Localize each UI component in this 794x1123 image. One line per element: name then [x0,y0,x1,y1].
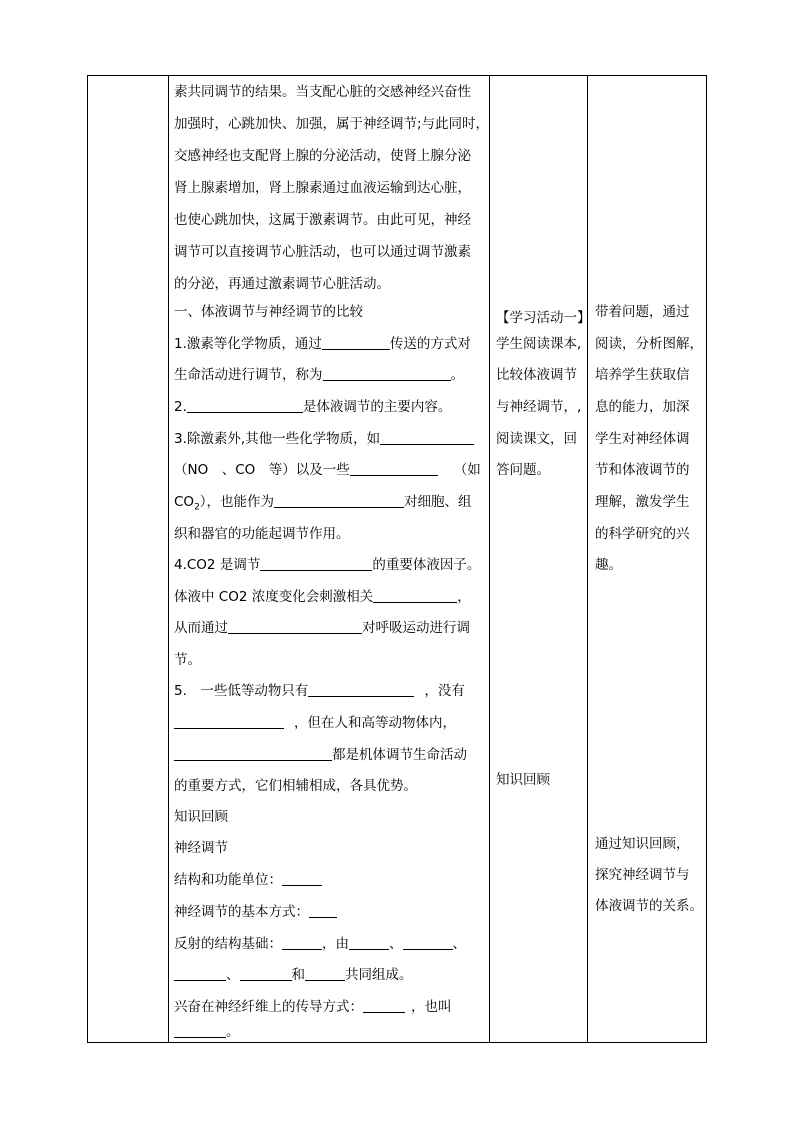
blank[interactable] [380,430,474,445]
blank[interactable] [323,366,451,381]
purpose-review-line: 体液调节的关系。 [595,898,703,914]
blank[interactable] [305,966,345,981]
purpose-line: 带着问题，通过 [595,304,690,320]
question-5: 5. 一些低等动物只有 ，没有 [174,683,465,699]
purpose-line: 节和体液调节的 [595,462,690,478]
question-4: 节。 [174,652,201,668]
purpose-review-line: 通过知识回顾， [595,836,690,852]
purpose-line: 息的能力，加深 [595,399,690,415]
intro-line: 肾上腺素增加，肾上腺素通过血液运输到达心脏， [174,180,471,196]
activity-line: 学生阅读课本, [496,336,582,352]
review-title: 知识回顾 [174,809,228,825]
question-4: 从而通过 对呼吸运动进行调 [174,620,470,636]
intro-line: 的分泌，再通过激素调节心脏活动。 [174,276,390,292]
question-5: ，但在人和高等动物体内， [174,713,456,733]
blank[interactable] [282,935,322,950]
blank[interactable] [187,398,303,413]
section-title: 一、体液调节与神经调节的比较 [174,304,363,320]
blank[interactable] [349,935,389,950]
intro-line: 也使心跳加快，这属于激素调节。由此可见，神经 [174,212,471,228]
review-item: 反射的结构基础： ，由 、 、 [174,936,466,952]
blank[interactable] [282,871,322,886]
blank[interactable] [322,335,390,350]
column-empty [88,76,168,1042]
intro-line: 调节可以直接调节心脏活动，也可以通过调节激素 [174,244,471,260]
blank[interactable] [174,966,226,981]
blank[interactable] [174,746,332,761]
lesson-table [87,75,707,1043]
column-purpose [588,76,707,1042]
review-item: 结构和功能单位： [174,870,322,890]
question-1: 1.激素等化学物质，通过 传送的方式对 [174,336,471,352]
intro-line: 素共同调节的结果。当支配心脏的交感神经兴奋性 [174,84,471,100]
review-item: 神经调节的基本方式： [174,902,337,922]
purpose-line: 培养学生获取信 [595,367,690,383]
purpose-line: 趣。 [595,557,622,573]
column-content [169,76,489,1042]
review-item: 。 [174,1022,240,1042]
blank[interactable] [373,588,457,603]
blank[interactable] [403,935,453,950]
question-1: 生命活动进行调节，称为 。 [174,367,464,383]
blank[interactable] [309,903,337,918]
review-item: 兴奋在神经纤维上的传导方式： ，也叫 [174,999,452,1015]
intro-line: 加强时，心跳加快、加强，属于神经调节;与此同时， [174,116,490,132]
question-3: $CO_2$），也能作为 对细胞、组 [174,494,472,513]
blank[interactable] [350,461,438,476]
purpose-line: 理解，激发学生 [595,494,690,510]
question-5: 的重要方式，它们相辅相成，各具优势。 [174,778,417,794]
question-4: 体液中 CO2 浓度变化会刺激相关 ， [174,589,471,605]
blank[interactable] [363,998,405,1013]
blank[interactable] [260,556,372,571]
activity-line: 阅读课文，回 [496,431,577,447]
purpose-review-line: 探究神经调节与 [595,867,690,883]
purpose-line: 阅读，分析图解， [595,336,703,352]
purpose-line: 的科学研究的兴 [595,526,690,542]
column-activity [490,76,591,1042]
activity-line: 答问题。 [496,462,550,478]
intro-line: 交感神经也支配肾上腺的分泌活动，使肾上腺分泌 [174,148,471,164]
question-5: 都是机体调节生命活动 [174,745,467,765]
activity-line: 【学习活动一】 [496,310,591,326]
purpose-line: 学生对神经体调 [595,431,690,447]
blank[interactable] [174,714,284,729]
question-3: 织和器官的功能起调节作用。 [174,526,350,542]
blank[interactable] [240,966,292,981]
activity-line: 与神经调节，, [496,399,582,415]
blank[interactable] [308,682,414,697]
blank[interactable] [274,493,404,508]
question-3: （NO 、CO 等）以及一些 （如 [174,462,481,478]
review-item: 、 和 共同组成。 [174,965,413,985]
question-2: 2. 是体液调节的主要内容。 [174,399,452,415]
activity-line: 比较体液调节 [496,367,577,383]
blank[interactable] [228,619,362,634]
blank[interactable] [174,1023,226,1038]
activity-review: 知识回顾 [496,772,550,788]
question-3: 3.除激素外,其他一些化学物质，如 [174,429,474,449]
nerve-title: 神经调节 [174,840,228,856]
question-4: 4.CO2 是调节 的重要体液因子。 [174,557,481,573]
